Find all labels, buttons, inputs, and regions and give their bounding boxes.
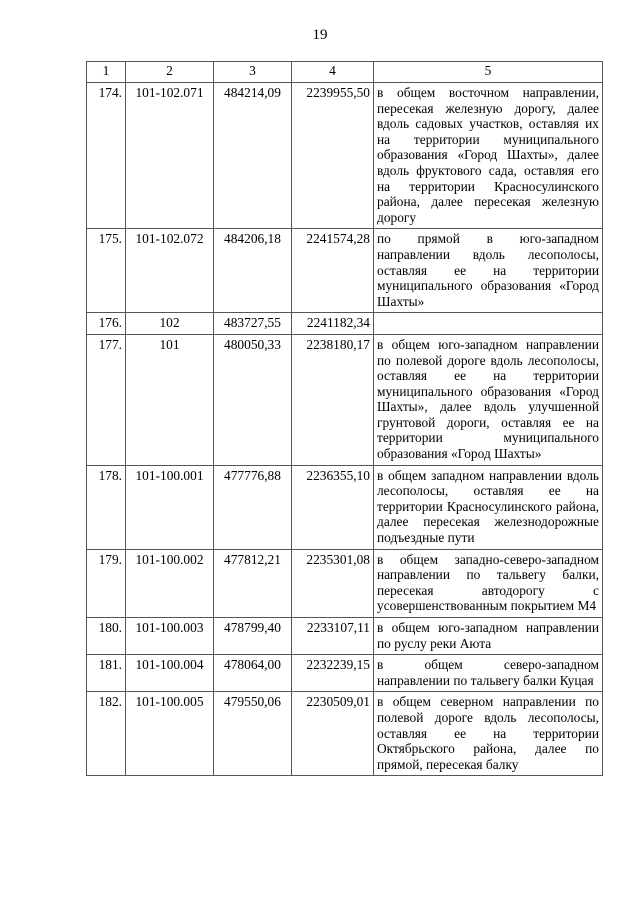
table-row (87, 655, 603, 692)
column-header: 4 (292, 62, 374, 83)
table-row (87, 618, 603, 655)
coordinate-y: 2236355,10 (292, 465, 374, 549)
boundary-description: в общем западном направлении вдоль лесополосы, оставляя ее на территории Красносулинского района, далее пересекая железнодорожные подъездные пути (374, 465, 603, 549)
boundary-description: в общем северо-западном направлении по тальвегу балки Куцая (374, 655, 603, 692)
coordinate-y: 2238180,17 (292, 334, 374, 465)
row-number: 180. (87, 618, 126, 655)
point-id: 101-102.071 (126, 83, 214, 229)
boundary-description (374, 313, 603, 335)
boundary-description: в общем западно-северо-западном направлении по тальвегу балки, пересекая автодорогу с усовершенствованным покрытием М4 (374, 549, 603, 617)
column-header: 1 (87, 62, 126, 83)
coordinate-x: 477812,21 (214, 549, 292, 617)
coordinate-y: 2241182,34 (292, 313, 374, 335)
point-id: 101 (126, 334, 214, 465)
row-number: 178. (87, 465, 126, 549)
point-id: 102 (126, 313, 214, 335)
column-header: 5 (374, 62, 603, 83)
point-id: 101-102.072 (126, 229, 214, 313)
coordinate-y: 2235301,08 (292, 549, 374, 617)
table-row (87, 83, 603, 229)
table-row (87, 334, 603, 465)
table-row (87, 692, 603, 776)
boundary-description: в общем юго-западном направлении по руслу реки Аюта (374, 618, 603, 655)
page-number: 19 (312, 27, 328, 43)
column-header: 3 (214, 62, 292, 83)
row-number: 176. (87, 313, 126, 335)
coordinate-x: 478799,40 (214, 618, 292, 655)
row-number: 174. (87, 83, 126, 229)
coordinate-y: 2241574,28 (292, 229, 374, 313)
boundary-description: в общем северном направлении по полевой дороге вдоль лесополосы, оставляя ее на территории Октябрьского района, далее по прямой, пересекая балку (374, 692, 603, 776)
row-number: 177. (87, 334, 126, 465)
row-number: 182. (87, 692, 126, 776)
point-id: 101-100.001 (126, 465, 214, 549)
point-id: 101-100.003 (126, 618, 214, 655)
coordinate-x: 484206,18 (214, 229, 292, 313)
table-row (87, 313, 603, 335)
boundary-description: в общем восточном направлении, пересекая железную дорогу, далее вдоль садовых участков, оставляя их на территории муниципального образования «Город Шахты», далее вдоль фруктового сада, оставляя его на территории Красносулинского района, далее пересекая железную дорогу (374, 83, 603, 229)
coordinate-y: 2239955,50 (292, 83, 374, 229)
row-number: 181. (87, 655, 126, 692)
coordinate-x: 477776,88 (214, 465, 292, 549)
row-number: 175. (87, 229, 126, 313)
point-id: 101-100.004 (126, 655, 214, 692)
row-number: 179. (87, 549, 126, 617)
point-id: 101-100.005 (126, 692, 214, 776)
table-row (87, 465, 603, 549)
boundary-description: по прямой в юго-западном направлении вдоль лесополосы, оставляя ее на территории муниципального образования «Город Шахты» (374, 229, 603, 313)
coordinate-x: 480050,33 (214, 334, 292, 465)
coordinate-x: 484214,09 (214, 83, 292, 229)
coordinate-x: 478064,00 (214, 655, 292, 692)
coordinate-x: 483727,55 (214, 313, 292, 335)
coordinate-y: 2232239,15 (292, 655, 374, 692)
column-header: 2 (126, 62, 214, 83)
point-id: 101-100.002 (126, 549, 214, 617)
table-header-row (87, 62, 603, 83)
boundary-description: в общем юго-западном направлении по полевой дороге вдоль лесополосы, оставляя ее на территории муниципального образования «Город Шахты», далее вдоль улучшенной грунтовой дороги, оставляя ее на территории муниципального образования «Город Шахты» (374, 334, 603, 465)
table-row (87, 229, 603, 313)
coordinate-x: 479550,06 (214, 692, 292, 776)
boundary-points-table (86, 61, 603, 776)
coordinate-y: 2233107,11 (292, 618, 374, 655)
coordinate-y: 2230509,01 (292, 692, 374, 776)
table-row (87, 549, 603, 617)
